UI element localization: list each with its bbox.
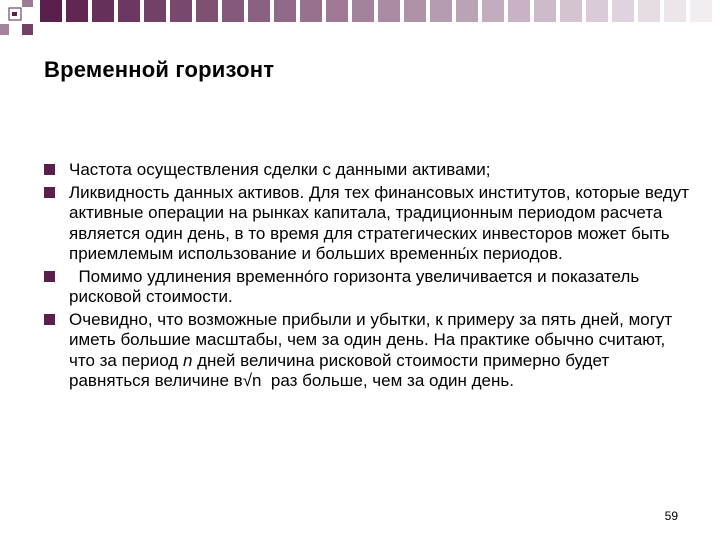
square-bullet-icon (44, 187, 55, 198)
list-item (40, 267, 690, 308)
bullet-text: Помимо удлинения временно́го горизонта увеличивается и показатель рисковой стоимости. (69, 266, 644, 306)
header-square (534, 0, 556, 22)
header-square (300, 0, 322, 22)
decorative-header-strip (0, 0, 720, 40)
header-square (690, 0, 712, 22)
header-square (560, 0, 582, 22)
header-square (66, 0, 88, 22)
list-item (40, 183, 690, 265)
header-square (118, 0, 140, 22)
header-squares-graphic (0, 0, 720, 40)
header-square (612, 0, 634, 22)
header-square (92, 0, 114, 22)
list-item (40, 310, 690, 392)
header-square (430, 0, 452, 22)
header-square (352, 0, 374, 22)
header-square (638, 0, 660, 22)
bullet-list (40, 160, 690, 394)
header-square (664, 0, 686, 22)
header-square (404, 0, 426, 22)
header-square (326, 0, 348, 22)
header-square (456, 0, 478, 22)
header-square (274, 0, 296, 22)
header-square (40, 0, 62, 22)
square-bullet-icon (44, 314, 55, 325)
header-square (222, 0, 244, 22)
header-square (170, 0, 192, 22)
header-square (196, 0, 218, 22)
header-square (482, 0, 504, 22)
square-bullet-icon (44, 164, 55, 175)
header-square (508, 0, 530, 22)
bullet-text-prefix: Очевидно, что возможные прибыли и убытки, к примеру за пять дней, могут иметь большие масштабы, чем за один день. На практике обычно считают, что за период (69, 309, 673, 370)
variable-n: n (182, 350, 193, 370)
header-square (248, 0, 270, 22)
bullet-text: Частота осуществления сделки с данными активами; (69, 160, 491, 179)
page-number: 59 (664, 509, 678, 523)
slide-title: Временной горизонт (44, 57, 275, 82)
bullet-text: Ликвидность данных активов. Для тех финансовых институтов, которые ведут активные операции на рынках капитала, традиционным периодом расчета является один день, в то время для стратегических инвесторов может быть приемлемым использование и больших временны́х периодов. (69, 182, 689, 263)
header-square (586, 0, 608, 22)
header-square (144, 0, 166, 22)
bullet-text-suffix: дней величина рисковой стоимости примерно будет равняться величине в√n раз больше, чем за один день. (69, 350, 614, 390)
square-bullet-icon (44, 271, 55, 282)
header-square (378, 0, 400, 22)
list-item (40, 160, 690, 181)
